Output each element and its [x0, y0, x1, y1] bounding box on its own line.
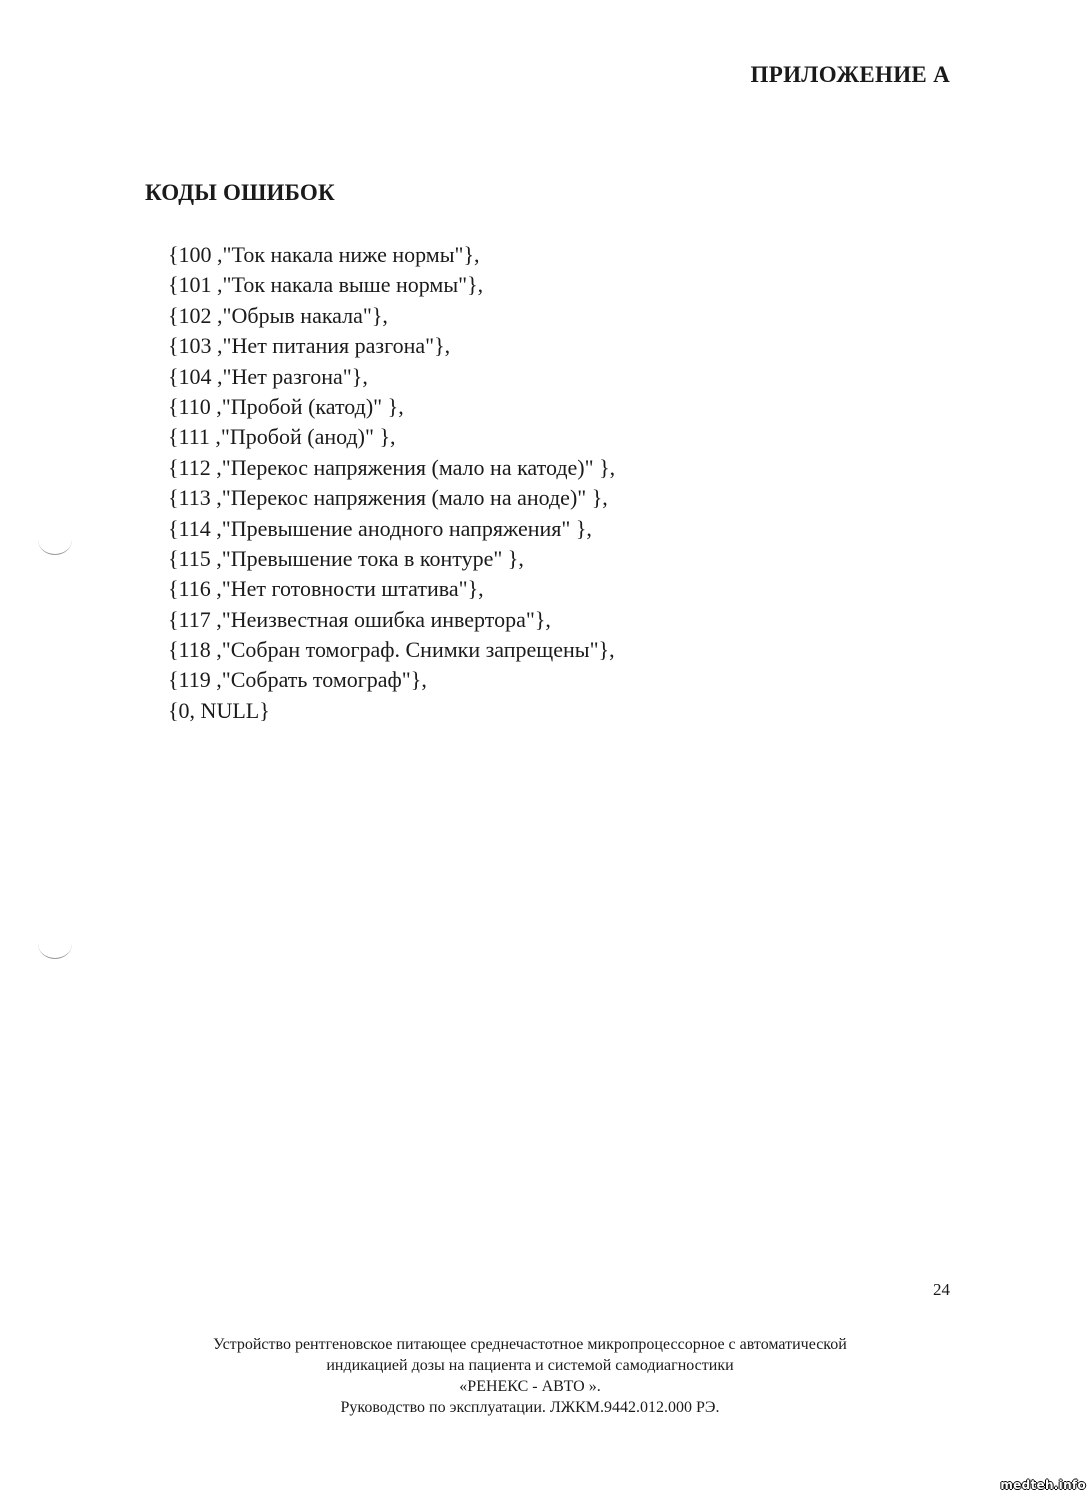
error-code-item: {103 ,"Нет питания разгона"}, — [168, 333, 451, 359]
footer-line: «РЕНЕКС - АВТО ». — [459, 1378, 601, 1395]
watermark: medteh.info — [1000, 1478, 1086, 1492]
footer-line: индикацией дозы на пациента и системой самодиагностики — [326, 1357, 734, 1374]
section-title: КОДЫ ОШИБОК — [145, 180, 335, 205]
error-code-item: {111 ,"Пробой (анод)" }, — [168, 424, 396, 450]
error-code-item: {116 ,"Нет готовности штатива"}, — [168, 576, 484, 602]
error-code-item: {117 ,"Неизвестная ошибка инвертора"}, — [168, 606, 551, 632]
error-code-list — [168, 240, 615, 726]
page-number: 24 — [933, 1280, 950, 1299]
footer-line: Руководство по эксплуатации. ЛЖКМ.9442.012.000 РЭ. — [340, 1399, 720, 1416]
error-code-item: {102 ,"Обрыв накала"}, — [168, 302, 388, 328]
punch-hole-mark — [38, 944, 72, 959]
error-code-item: {115 ,"Превышение тока в контуре" }, — [168, 545, 524, 571]
error-code-item: {119 ,"Собрать томограф"}, — [168, 667, 427, 693]
punch-hole-mark — [38, 540, 72, 555]
error-code-item: {110 ,"Пробой (катод)" }, — [168, 393, 404, 419]
appendix-title: ПРИЛОЖЕНИЕ А — [750, 62, 950, 87]
footer-line: Устройство рентгеновское питающее среднечастотное микропроцессорное с автоматической — [213, 1336, 847, 1353]
document-footer — [120, 1334, 940, 1418]
error-code-item: {101 ,"Ток накала выше нормы"}, — [168, 272, 484, 298]
error-code-item: {114 ,"Превышение анодного напряжения" }, — [168, 515, 592, 541]
error-code-item: {100 ,"Ток накала ниже нормы"}, — [168, 242, 480, 267]
error-code-item: {112 ,"Перекос напряжения (мало на катоде)" }, — [168, 454, 616, 480]
error-code-item: {104 ,"Нет разгона"}, — [168, 363, 368, 389]
error-code-item: {0, NULL} — [168, 697, 270, 723]
error-code-item: {113 ,"Перекос напряжения (мало на аноде)" }, — [168, 485, 608, 511]
error-code-item: {118 ,"Собран томограф. Снимки запрещены"}, — [168, 637, 615, 663]
